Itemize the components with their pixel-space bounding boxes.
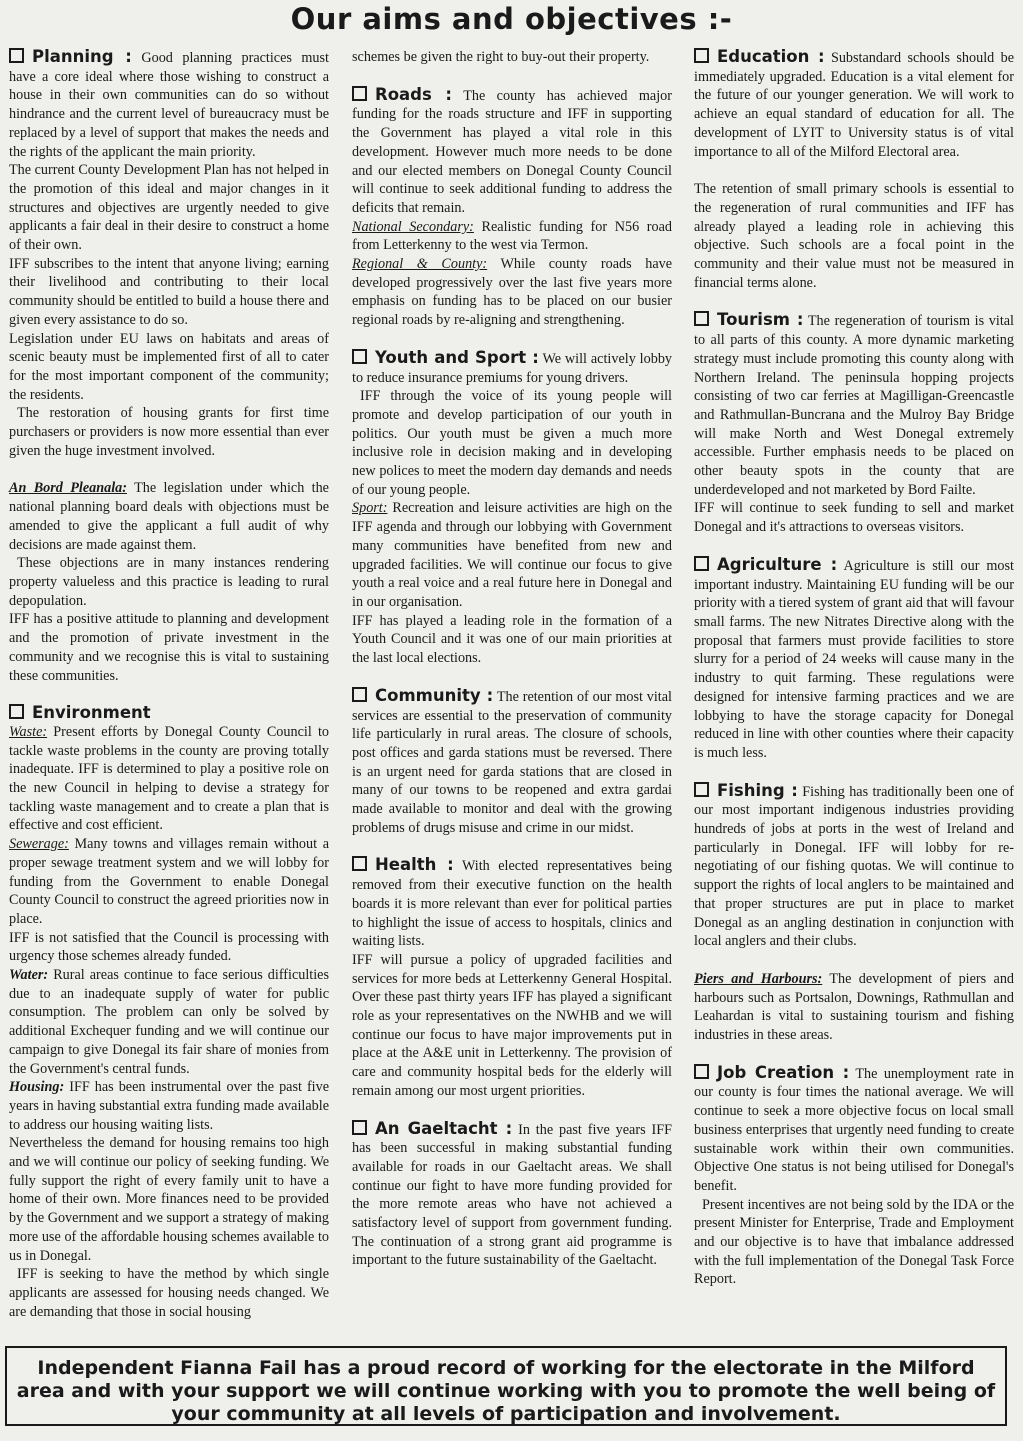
health-heading: Health : xyxy=(352,855,454,874)
checkbox-icon xyxy=(694,556,709,571)
sewerage-text: Many towns and villages remain without a proper sewage treatment system and we will lobby for funding from the Government to enable Donegal County Council to construct the agreed priorities now in place. xyxy=(9,836,329,927)
environment-paragraph: Nevertheless the demand for housing remains too high and we will continue our policy of seeking funding. We fully support the right of every family unit to have a home of their own. More finances need to be provided by the Government and we support a strategy of making more use of the affordable housing schemes available to us in Donegal. xyxy=(9,1135,329,1264)
job-creation-paragraph: Present incentives are not being sold by the IDA or the present Minister for Enterprise, Trade and Employment and our objective is to have that imbalance addressed with the full implementation of the Donegal Task Force Report. xyxy=(694,1196,1014,1288)
environment-paragraph: IFF is not satisfied that the Council is processing with urgency those schemes already funded. xyxy=(9,929,329,965)
job-creation-heading: Job Creation : xyxy=(694,1063,849,1082)
checkbox-icon xyxy=(9,48,24,63)
roads-text: The county has achieved major funding for the roads structure and IFF in supporting the Government has played a vital role in this development. However much more needs to be done and our elected members on Donegal County Council will continue to seek additional funding to address the deficits that remain. xyxy=(352,87,672,216)
piers-harbours-label: Piers and Harbours: xyxy=(694,970,823,987)
youth-paragraph: IFF has played a leading role in the formation of a Youth Council and it was one of our main priorities at the last local elections. xyxy=(352,612,672,667)
section-agriculture xyxy=(694,556,1014,763)
checkbox-icon xyxy=(694,782,709,797)
section-health xyxy=(352,856,672,1100)
checkbox-icon xyxy=(9,704,24,719)
regional-county-text: While county roads have developed progressively over the last five years more emphasis on funding has to be placed on our busier regional roads by re-aligning and strengthening. xyxy=(352,256,673,329)
planning-text: Good planning practices must have a core ideal where those wishing to construct a house in their own communities can do so without hindrance and the current level of bureaucracy must be replaced by a level of support that makes the needs and the rights of the applicant the main priority. xyxy=(9,50,329,160)
education-paragraph: The retention of small primary schools is essential to the regeneration of rural communities and IFF has already played a leading role in achieving this objective. Such schools are a focal point in the community and their value must not be measured in financial terms alone. xyxy=(694,181,1014,291)
checkbox-icon xyxy=(694,1064,709,1079)
waste-label: Waste: xyxy=(9,723,48,740)
checkbox-icon xyxy=(352,349,367,364)
job-creation-text: The unemployment rate in our county is four times the national average. We will continue to seek a more objective focus on local small business enterprises that urgently need funding to create sustainable work within their own communities. Objective One status is not being utilised for Donegal's benefit. xyxy=(694,1065,1015,1194)
community-text: The retention of our most vital services are essential to the preservation of community life particularly in rural areas. The closure of schools, post offices and garda stations must be reversed. There is an urgent need for garda stations that are closed in many of our towns to be reopened and extra gardai made available to monitor and deal with the growing problems of drugs misuse and crime in our midst. xyxy=(352,688,672,836)
checkbox-icon xyxy=(352,86,367,101)
water-text: Rural areas continue to face serious difficulties due to an inadequate supply of water for public consumption. The problem can only be solved by additional Exchequer funding and we will continue our campaign to give Donegal its fair share of monies from the Government's central funds. xyxy=(9,967,330,1077)
section-planning xyxy=(9,48,329,685)
health-paragraph: IFF will pursue a policy of upgraded facilities and services for more beds at Letterkenny General Hospital. Over these past thirty years IFF has played a significant role as your representatives on the NWHB and we will continue our focus to have major improvements put in place at the A&E unit in Letterkenny. The provision of care and community hospital beds for the elderly will remain among our most urgent priorities. xyxy=(352,951,672,1099)
sport-label: Sport: xyxy=(352,500,388,517)
column-right xyxy=(694,48,1014,1289)
continued-text: schemes be given the right to buy-out their property. xyxy=(352,49,650,65)
planning-paragraph: IFF subscribes to the intent that anyone living; earning their livelihood and contributing to their local community should be entitled to build a house there and given every assistance to do so. xyxy=(9,255,329,328)
planning-paragraph: These objections are in many instances rendering property valueless and this practice is leading to rural depopulation. xyxy=(9,555,329,609)
regional-county-label: Regional & County: xyxy=(352,256,488,273)
checkbox-icon xyxy=(694,48,709,63)
health-text: With elected representatives being removed from their executive function on the health boards it is more relevant than ever for political parties to highlight the issue of access to hospitals, clinics and waiting lists. xyxy=(352,858,672,950)
national-secondary-label: National Secondary: xyxy=(352,218,474,235)
roads-heading: Roads : xyxy=(352,85,452,104)
agriculture-text: Agriculture is still our most important industry. Maintaining EU funding will be our priority with a tiered system of grant aid that will favour small farms. The new Nitrates Directive along with the proposal that farmers must provide facilities to store slurry for a period of 24 weeks will cause many in the industry to quit farming. These regulations were designed for intensive farming practices and we are lobbying to have the storage capacity for Donegal reduced in line with other counties where their capacity is much less. xyxy=(694,557,1014,761)
checkbox-icon xyxy=(694,311,709,326)
planning-paragraph: The current County Development Plan has not helped in the promotion of this ideal and major changes in it structures and objectives are urgently needed to give applicants a fair deal in their desire to construct a home of their own. xyxy=(9,162,329,254)
section-youth-sport xyxy=(352,349,672,668)
column-left xyxy=(9,48,329,1321)
sport-text: Recreation and leisure activities are high on the IFF agenda and through our lobbying with Government many communities have benefited from new and upgraded facilities. We will continue our focus to give youth a real voice and a real future here in Donegal and in our organisation. xyxy=(352,500,672,610)
checkbox-icon xyxy=(352,1120,367,1135)
an-bord-pleanala-label: An Bord Pleanala: xyxy=(9,480,127,497)
housing-text: IFF has been instrumental over the past five years in having substantial extra funding made available to address our housing waiting lists. xyxy=(9,1079,330,1133)
fishing-text: Fishing has traditionally been one of our most important indigenous industries providing hundreds of jobs at ports in the west of Ireland and particularly in Donegal. IFF will lobby for re-negotiating of our fishing quotas. We will continue to support the rights of local anglers to be maintained and that proper structures are put in place to market Donegal as an angling destination in conjunction with local anglers and their clubs. xyxy=(694,783,1014,950)
section-fishing xyxy=(694,782,1014,1045)
planning-paragraph: Legislation under EU laws on habitats and areas of scenic beauty must be implemented first of all to cater for the most important component of the community; the residents. xyxy=(9,330,329,403)
section-gaeltacht xyxy=(352,1120,672,1271)
planning-heading: Planning : xyxy=(9,47,132,66)
planning-paragraph: The restoration of housing grants for first time purchasers or providers is now more essential than ever given the huge investment involved. xyxy=(9,405,329,459)
agriculture-heading: Agriculture : xyxy=(694,555,837,574)
an-bord-pleanala-text: The legislation under which the national planning board deals with objections must be amended to give the applicant a full audit of why decisions are made against them. xyxy=(9,480,329,553)
page-title: Our aims and objectives :- xyxy=(290,2,733,36)
environment-heading: Environment xyxy=(9,704,329,723)
fishing-heading: Fishing : xyxy=(694,781,798,800)
planning-paragraph: IFF has a positive attitude to planning and development and the promotion of private investment in the community and we recognise this is vital to sustaining these communities. xyxy=(9,611,329,684)
gaeltacht-heading: An Gaeltacht : xyxy=(352,1119,512,1138)
national-secondary-text: Realistic funding for N56 road from Letterkenny to the west via Termon. xyxy=(352,218,672,254)
water-label: Water: xyxy=(9,967,49,984)
section-tourism xyxy=(694,311,1014,536)
checkbox-icon xyxy=(352,687,367,702)
section-environment xyxy=(9,704,329,1321)
housing-label: Housing: xyxy=(9,1079,65,1096)
footer-banner: Independent Fianna Fail has a proud record of working for the electorate in the Milford area and with your support we will continue working with you to promote the well being of your community at all levels of participation and involvement. xyxy=(5,1346,1007,1426)
sewerage-label: Sewerage: xyxy=(9,836,69,853)
youth-paragraph: IFF through the voice of its young people will promote and develop participation of our youth in politics. Our youth must be given a much more inclusive role in decision making and in developing new polices to meet the modern day demands and needs of our young people. xyxy=(352,388,672,498)
youth-sport-text: We will actively lobby to reduce insurance premiums for young drivers. xyxy=(352,350,673,386)
tourism-heading: Tourism : xyxy=(694,310,803,329)
education-text: Substandard schools should be immediately upgraded. Education is a vital element for the future of our younger generation. We will work to achieve an equal standard of education for all. The development of LYIT to University status is of vital importance to all of the Milford Electoral area. xyxy=(694,50,1015,160)
tourism-text: The regeneration of tourism is vital to all parts of this county. A more dynamic marketing strategy must include promoting this county along with Northern Ireland. The peninsula hopping projects consisting of two car ferries at Magilligan-Greencastle and Rathmullan-Buncrana and the Mulroy Bay Bridge will make North and West Donegal extremely accessible. Further emphasis needs to be placed on other beauty spots in the county that are underdeveloped and not marketed by Bord Failte. xyxy=(694,313,1014,498)
section-community xyxy=(352,687,672,838)
checkbox-icon xyxy=(352,856,367,871)
piers-harbours-text: The development of piers and harbours such as Portsalon, Downings, Rathmullan and Leahardan is vital to sustaining tourism and fishing industries in these areas. xyxy=(694,970,1015,1044)
section-job-creation xyxy=(694,1064,1014,1289)
section-education xyxy=(694,48,1014,292)
section-roads xyxy=(352,86,672,330)
tourism-paragraph: IFF will continue to seek funding to sell and market Donegal and it's attractions to overseas visitors. xyxy=(694,500,1014,536)
gaeltacht-text: In the past five years IFF has been successful in making substantial funding available for roads in our Gaeltacht areas. We shall continue our fight to have more funding provided for the more remote areas who have not achieved a satisfactory level of support from government funding. The continuation of a strong grant aid programme is important to the future sustainability of the Gaeltacht. xyxy=(352,1121,672,1269)
waste-text: Present efforts by Donegal County Council to tackle waste problems in the county are proving totally inadequate. IFF is determined to play a positive role on the new Council in helping to devise a strategy for tackling waste management and to create a plan that is effective and cost efficient. xyxy=(9,723,330,834)
community-heading: Community : xyxy=(352,686,493,705)
youth-sport-heading: Youth and Sport : xyxy=(352,348,539,367)
education-heading: Education : xyxy=(694,47,825,66)
environment-paragraph: IFF is seeking to have the method by which single applicants are assessed for housing needs changed. We are demanding that those in social housing xyxy=(9,1266,329,1320)
section-housing-continued xyxy=(352,48,672,67)
column-middle xyxy=(352,48,672,1270)
